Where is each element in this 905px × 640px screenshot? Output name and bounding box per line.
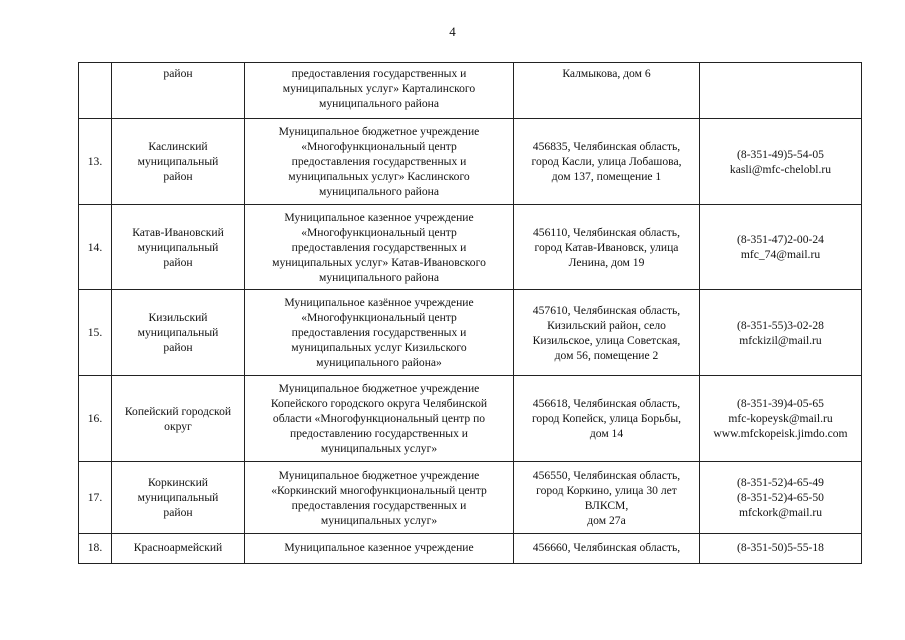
table-row <box>79 63 862 119</box>
page-number: 4 <box>449 24 456 39</box>
district-cell: Копейский городской округ <box>112 376 245 462</box>
contacts-cell: (8-351-47)2-00-24 mfc_74@mail.ru <box>700 205 862 290</box>
row-number-cell: 16. <box>79 376 112 462</box>
organization-cell: Муниципальное казённое учреждение «Многофункциональный центр предоставления государственных и муниципальных услуг Кизильского муниципального района» <box>245 290 514 376</box>
contacts-cell: (8-351-39)4-05-65 mfc-kopeysk@mail.ru www.mfckopeisk.jimdo.com <box>700 376 862 462</box>
row-number-cell: 17. <box>79 462 112 534</box>
address-cell: 456110, Челябинская область, город Катав-Ивановск, улица Ленина, дом 19 <box>514 205 700 290</box>
address-cell: 456660, Челябинская область, <box>514 534 700 564</box>
row-number-cell: 14. <box>79 205 112 290</box>
row-number-cell: 15. <box>79 290 112 376</box>
contacts-cell: (8-351-50)5-55-18 <box>700 534 862 564</box>
district-cell: район <box>112 63 245 119</box>
district-cell: Катав-Ивановский муниципальный район <box>112 205 245 290</box>
contacts-cell: (8-351-52)4-65-49 (8-351-52)4-65-50 mfckork@mail.ru <box>700 462 862 534</box>
table-row <box>79 376 862 462</box>
table-row <box>79 462 862 534</box>
district-cell: Коркинский муниципальный район <box>112 462 245 534</box>
organization-cell: Муниципальное бюджетное учреждение Копейского городского округа Челябинской области «Многофункциональный центр по предоставлению государственных и муниципальных услуг» <box>245 376 514 462</box>
row-number-cell <box>79 63 112 119</box>
organization-cell: Муниципальное казенное учреждение «Многофункциональный центр предоставления государственных и муниципальных услуг» Катав-Ивановского муниципального района <box>245 205 514 290</box>
table-row <box>79 290 862 376</box>
district-cell: Каслинский муниципальный район <box>112 119 245 205</box>
address-cell: 457610, Челябинская область, Кизильский район, село Кизильское, улица Советская, дом 56, помещение 2 <box>514 290 700 376</box>
address-cell: 456835, Челябинская область, город Касли, улица Лобашова, дом 137, помещение 1 <box>514 119 700 205</box>
row-number-cell: 18. <box>79 534 112 564</box>
address-cell: 456618, Челябинская область, город Копейск, улица Борьбы, дом 14 <box>514 376 700 462</box>
district-cell: Красноармейский <box>112 534 245 564</box>
organization-cell: Муниципальное бюджетное учреждение «Коркинский многофункциональный центр предоставления государственных и муниципальных услуг» <box>245 462 514 534</box>
contacts-cell: (8-351-55)3-02-28 mfckizil@mail.ru <box>700 290 862 376</box>
row-number-cell: 13. <box>79 119 112 205</box>
organization-cell: Муниципальное бюджетное учреждение «Многофункциональный центр предоставления государственных и муниципальных услуг» Каслинского муниципального района <box>245 119 514 205</box>
contacts-cell: (8-351-49)5-54-05 kasli@mfc-chelobl.ru <box>700 119 862 205</box>
address-cell: Калмыкова, дом 6 <box>514 63 700 119</box>
table-row <box>79 119 862 205</box>
district-cell: Кизильский муниципальный район <box>112 290 245 376</box>
table-row <box>79 205 862 290</box>
table-row <box>79 534 862 564</box>
organization-cell: Муниципальное казенное учреждение <box>245 534 514 564</box>
contacts-cell <box>700 63 862 119</box>
address-cell: 456550, Челябинская область, город Коркино, улица 30 лет ВЛКСМ, дом 27а <box>514 462 700 534</box>
mfc-registry-table <box>78 62 862 564</box>
organization-cell: предоставления государственных и муниципальных услуг» Карталинского муниципального района <box>245 63 514 119</box>
